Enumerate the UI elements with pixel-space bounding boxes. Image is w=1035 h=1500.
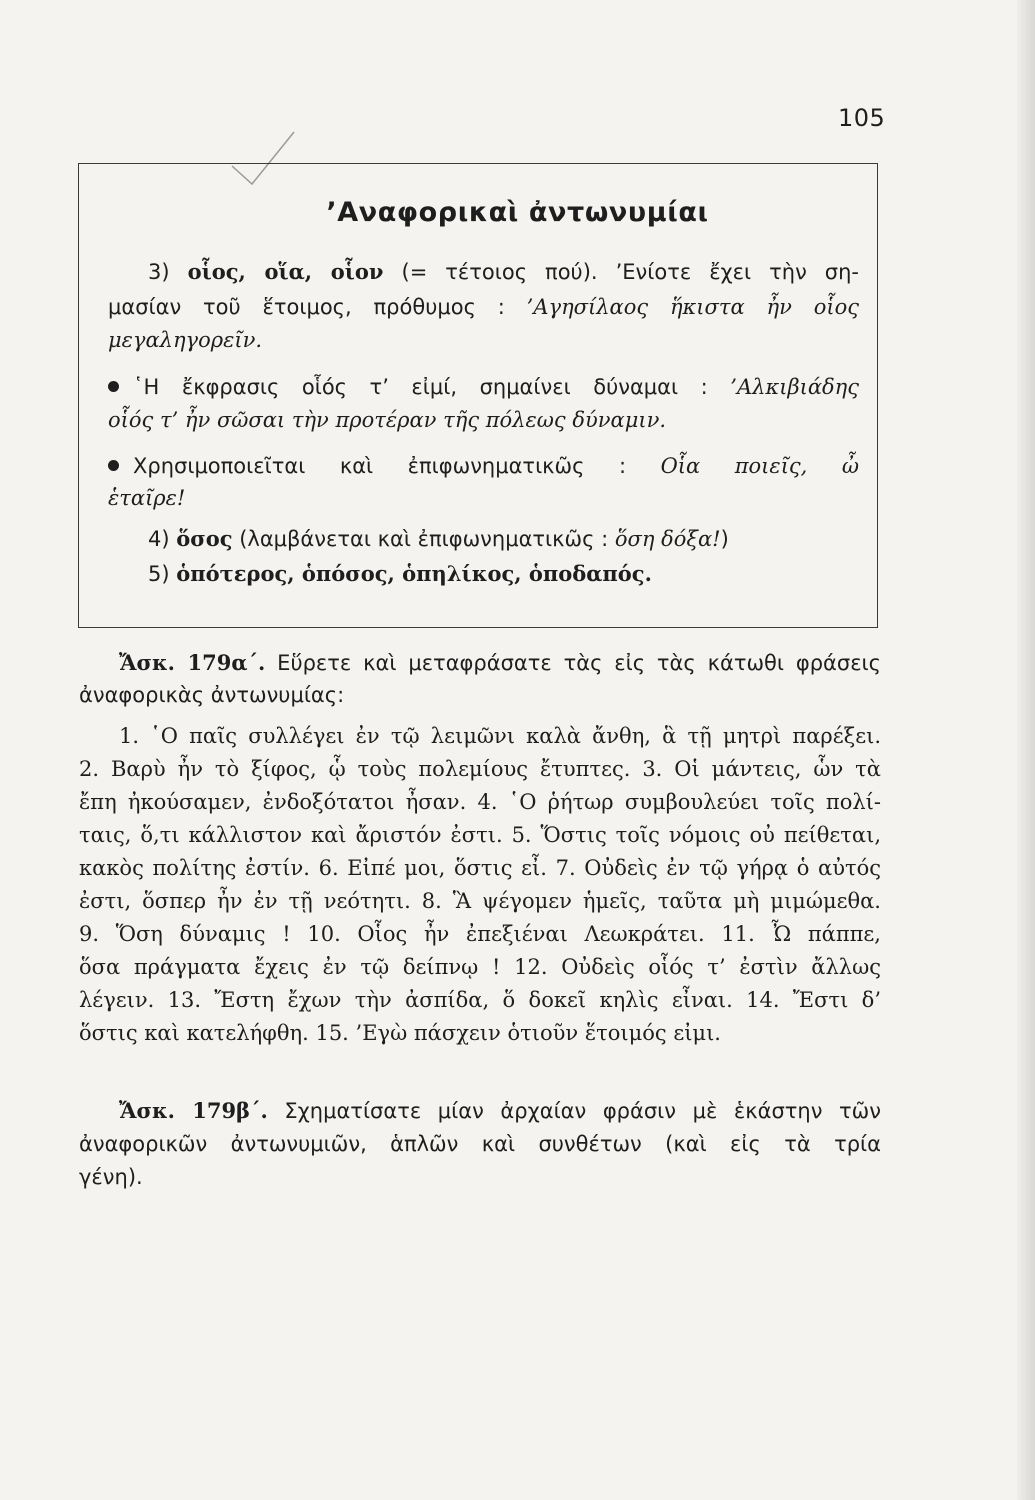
item3-line2: μασίαν τοῦ ἕτοιμος, πρόθυμος : ’Αγησίλαος ἥκιστα ἦν οἷος <box>108 295 859 319</box>
bullet-icon <box>108 381 119 392</box>
bullet-icon <box>108 460 119 471</box>
exercise-a-line: ἐστι, ὅσπερ ἦν ἐν τῇ νεότητι. 8. Ἃ ψέγομεν ἡμεῖς, ταῦτα μὴ μιμώμεθα. <box>79 889 881 913</box>
exercise-b-instruction-line3: γένη). <box>79 1165 143 1189</box>
item3-line1: 3) οἷος, οἵα, οἷον (= τέτοιος πού). ’Ενίοτε ἔχει τὴν ση- <box>148 259 860 284</box>
exercise-a-heading: Ἄσκ. 179α΄. Εὕρετε καὶ μεταφράσατε τὰς εἰς τὰς κάτωθι φράσεις <box>119 650 881 675</box>
exercise-a-line: κακὸς πολίτης ἐστίν. 6. Εἰπέ μοι, ὅστις εἶ. 7. Οὐδεὶς ἐν τῷ γήρᾳ ὁ αὐτός <box>79 856 881 880</box>
item4-line: 4) ὅσος (λαμβάνεται καὶ ἐπιφωνηματικῶς : ὅση δόξα!) <box>148 526 729 551</box>
exercise-a-line: 2. Βαρὺ ἦν τὸ ξίφος, ᾧ τοὺς πολεμίους ἔτυπτες. 3. Οἱ μάντεις, ὧν τὰ <box>79 757 881 781</box>
bullet2-line2: ἑταῖρε! <box>108 486 186 510</box>
exercise-a-instruction-line2: ἀναφορικὰς ἀντωνυμίας: <box>79 683 345 707</box>
exercise-b-label: Ἄσκ. 179β΄. <box>119 1098 268 1123</box>
exercise-a-line: ὅσα πράγματα ἔχεις ἐν τῷ δείπνῳ ! 12. Οὐδεὶς οἷός τ’ ἐστὶν ἄλλως <box>79 955 881 979</box>
box-top-rule <box>79 163 877 164</box>
exercise-b-heading: Ἄσκ. 179β΄. Σχηματίσατε μίαν ἀρχαίαν φράσιν μὲ ἑκάστην τῶν <box>119 1098 881 1123</box>
box-title: ’Αναφορικαὶ ἀντωνυμίαι <box>326 197 709 228</box>
item3-forms: οἷος, οἵα, οἷον <box>187 259 384 284</box>
exercise-a-line: 1. ῾Ο παῖς συλλέγει ἐν τῷ λειμῶνι καλὰ ἄνθη, ἃ τῇ μητρὶ παρέξει. <box>119 724 881 748</box>
exercise-a-line: ἔπη ἠκούσαμεν, ἐνδοξότατοι ἦσαν. 4. ῾Ο ῥήτωρ συμβουλεύει τοῖς πολί- <box>79 790 881 814</box>
bullet1-line1: ῾Η ἔκφρασις οἷός τ’ εἰμί, σημαίνει δύναμαι : ’Αλκιβιάδης <box>108 374 859 400</box>
item3-example: ’Αγησίλαος ἥκιστα ἦν οἷος <box>526 295 859 319</box>
page-number: 105 <box>838 104 886 132</box>
exercise-a-line: 9. Ὅση δύναμις ! 10. Οἷος ἦν ἐπεξιέναι Λεωκράτει. 11. Ὦ πάππε, <box>79 922 881 946</box>
exercise-a-line: λέγειν. 13. Ἔστη ἔχων τὴν ἀσπίδα, ὅ δοκεῖ κηλὶς εἶναι. 14. Ἔστι δ’ <box>79 988 881 1012</box>
bullet1-line2: οἷός τ’ ἦν σῶσαι τὴν προτέραν τῆς πόλεως δύναμιν. <box>108 408 667 432</box>
exercise-b-instruction-line2: ἀναφορικῶν ἀντωνυμιῶν, ἁπλῶν καὶ συνθέτων (καὶ εἰς τὰ τρία <box>79 1132 881 1156</box>
exercise-a-line: ταις, ὅ,τι κάλλιστον καὶ ἄριστόν ἐστι. 5. Ὅστις τοῖς νόμοις οὐ πείθεται, <box>79 823 881 847</box>
item3-line3: μεγαληγορεῖν. <box>108 328 263 352</box>
bullet2-line1: Χρησιμοποιεῖται καὶ ἐπιφωνηματικῶς : Οἷα ποιεῖς, ὦ <box>108 453 859 479</box>
exercise-a-label: Ἄσκ. 179α΄. <box>119 650 266 675</box>
box-bottom-rule <box>79 627 877 628</box>
exercise-a-line: ὅστις καὶ κατελήφθη. 15. ’Εγὼ πάσχειν ὁτιοῦν ἕτοιμός εἰμι. <box>79 1021 721 1045</box>
item5-line: 5) ὁπότερος, ὁπόσος, ὁπηλίκος, ὁποδαπός. <box>148 561 652 586</box>
